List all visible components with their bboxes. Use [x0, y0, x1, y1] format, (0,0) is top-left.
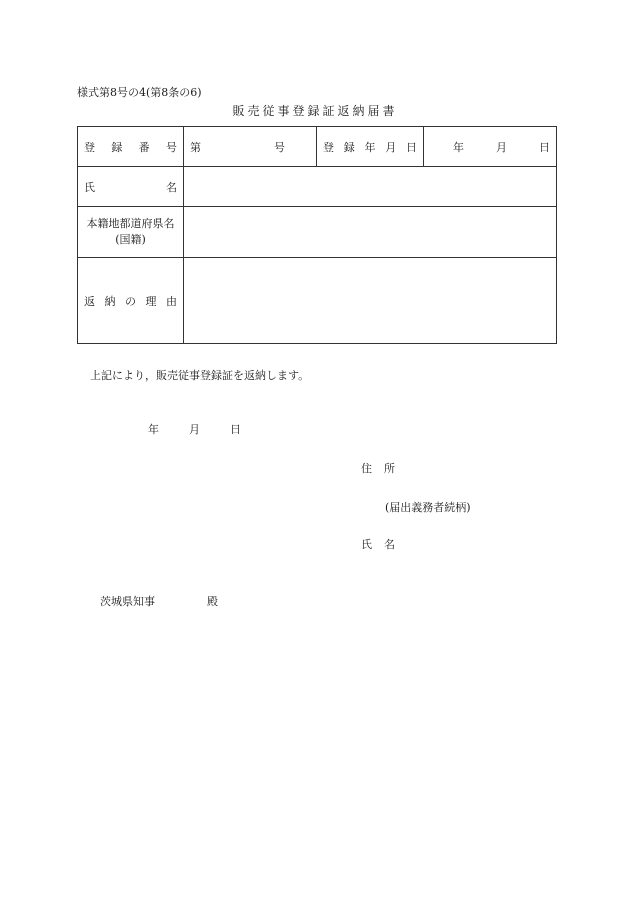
registration-number-field[interactable] — [184, 127, 317, 167]
addressee-name: 茨城県知事 — [100, 595, 155, 608]
number-prefix: 第 — [190, 140, 201, 154]
number-suffix: 号 — [274, 140, 285, 154]
label-char: 日 — [406, 140, 417, 154]
label-char: 登 — [323, 140, 334, 154]
registration-date-label — [317, 127, 424, 167]
label-char: 理 — [145, 294, 157, 308]
domicile-label — [78, 207, 184, 258]
label-char: 録 — [111, 140, 123, 154]
label-char: 月 — [385, 140, 397, 154]
label-char: 号 — [165, 140, 177, 154]
domicile-field[interactable] — [184, 207, 557, 258]
addressee-honorific: 殿 — [207, 595, 218, 608]
form-number: 様式第8号の4(第8条の6) — [77, 86, 202, 99]
label-char: 名 — [166, 180, 177, 194]
label-char: 返 — [84, 294, 95, 308]
domicile-label-line2: (国籍) — [115, 233, 146, 246]
return-reason-label — [78, 258, 184, 344]
table-row — [78, 127, 557, 167]
table-row — [78, 258, 557, 344]
addressee — [100, 593, 218, 609]
label-char: 納 — [104, 294, 116, 308]
name-label — [78, 167, 184, 207]
date-year: 年 — [148, 423, 159, 436]
registration-return-table — [77, 126, 557, 344]
date-unit-day: 日 — [539, 140, 550, 154]
date-day: 日 — [230, 423, 241, 436]
address-label: 住 所 — [361, 462, 395, 475]
heir-relation-label: (届出義務者続柄) — [385, 501, 471, 514]
registration-date-field[interactable] — [424, 127, 557, 167]
date-unit-year: 年 — [453, 140, 464, 154]
label-char: 登 — [84, 140, 95, 154]
table-row — [78, 167, 557, 207]
domicile-label-line1: 本籍地都道府県名 — [86, 217, 175, 230]
table-row — [78, 207, 557, 258]
label-char: 由 — [166, 294, 177, 308]
label-char: 氏 — [84, 180, 95, 194]
label-char: 年 — [364, 140, 376, 154]
label-char: 番 — [138, 140, 150, 154]
applicant-name-label: 氏 名 — [361, 538, 395, 551]
registration-number-label — [78, 127, 184, 167]
statement-text: 上記により，販売従事登録証を返納します。 — [90, 369, 310, 382]
date-month: 月 — [189, 423, 200, 436]
return-reason-field[interactable] — [184, 258, 557, 344]
date-unit-month: 月 — [496, 140, 507, 154]
label-char: 録 — [343, 140, 355, 154]
submission-date — [148, 421, 241, 437]
label-char: の — [125, 294, 136, 308]
form-title: 販売従事登録証返納届書 — [232, 104, 398, 118]
name-field[interactable] — [184, 167, 557, 207]
